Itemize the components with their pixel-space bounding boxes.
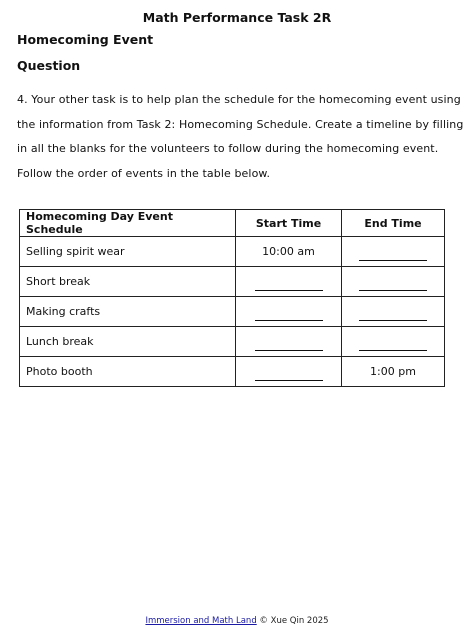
start-time-blank-cell <box>236 327 342 357</box>
column-header-event: Homecoming Day Event Schedule <box>20 210 236 237</box>
event-name-cell: Lunch break <box>20 327 236 357</box>
page-title: Math Performance Task 2R <box>142 10 332 25</box>
end-time-blank-cell <box>342 267 445 297</box>
table-row <box>20 267 445 297</box>
start-time-blank-line[interactable] <box>255 368 323 381</box>
end-time-cell <box>342 357 445 387</box>
end-time-blank-line[interactable] <box>359 278 427 291</box>
table-row <box>20 357 445 387</box>
schedule-table <box>19 209 445 387</box>
column-header-end-time: End Time <box>342 210 445 237</box>
start-time-cell <box>236 237 342 267</box>
start-time-blank-line[interactable] <box>255 278 323 291</box>
question-heading: Question <box>17 58 81 73</box>
footer <box>0 616 474 626</box>
event-name-cell: Making crafts <box>20 297 236 327</box>
footer-copyright: © Xue Qin 2025 <box>259 616 329 626</box>
table-row <box>20 237 445 267</box>
start-time-blank-cell <box>236 357 342 387</box>
footer-link[interactable]: Immersion and Math Land <box>145 616 257 626</box>
start-time-blank-line[interactable] <box>255 338 323 351</box>
start-time-blank-line[interactable] <box>255 308 323 321</box>
end-time-blank-cell <box>342 327 445 357</box>
table-header-row <box>20 210 445 237</box>
section-heading: Homecoming Event <box>17 32 154 47</box>
end-time-blank-cell <box>342 237 445 267</box>
event-name-cell: Short break <box>20 267 236 297</box>
end-time-value: 1:00 pm <box>370 365 416 378</box>
question-prompt: 4. Your other task is to help plan the schedule for the homecoming event using the information from Task 2: Homecoming Schedule. Create a timeline by filling in all the blanks for the volunteers to follow during the homecoming event. Follow the order of events in the table below. <box>17 93 464 180</box>
start-time-blank-cell <box>236 297 342 327</box>
column-header-start-time: Start Time <box>236 210 342 237</box>
event-name-cell: Photo booth <box>20 357 236 387</box>
end-time-blank-line[interactable] <box>359 248 427 261</box>
start-time-value: 10:00 am <box>262 245 315 258</box>
end-time-blank-line[interactable] <box>359 308 427 321</box>
table-row <box>20 297 445 327</box>
event-name-cell: Selling spirit wear <box>20 237 236 267</box>
end-time-blank-line[interactable] <box>359 338 427 351</box>
table-row <box>20 327 445 357</box>
end-time-blank-cell <box>342 297 445 327</box>
start-time-blank-cell <box>236 267 342 297</box>
